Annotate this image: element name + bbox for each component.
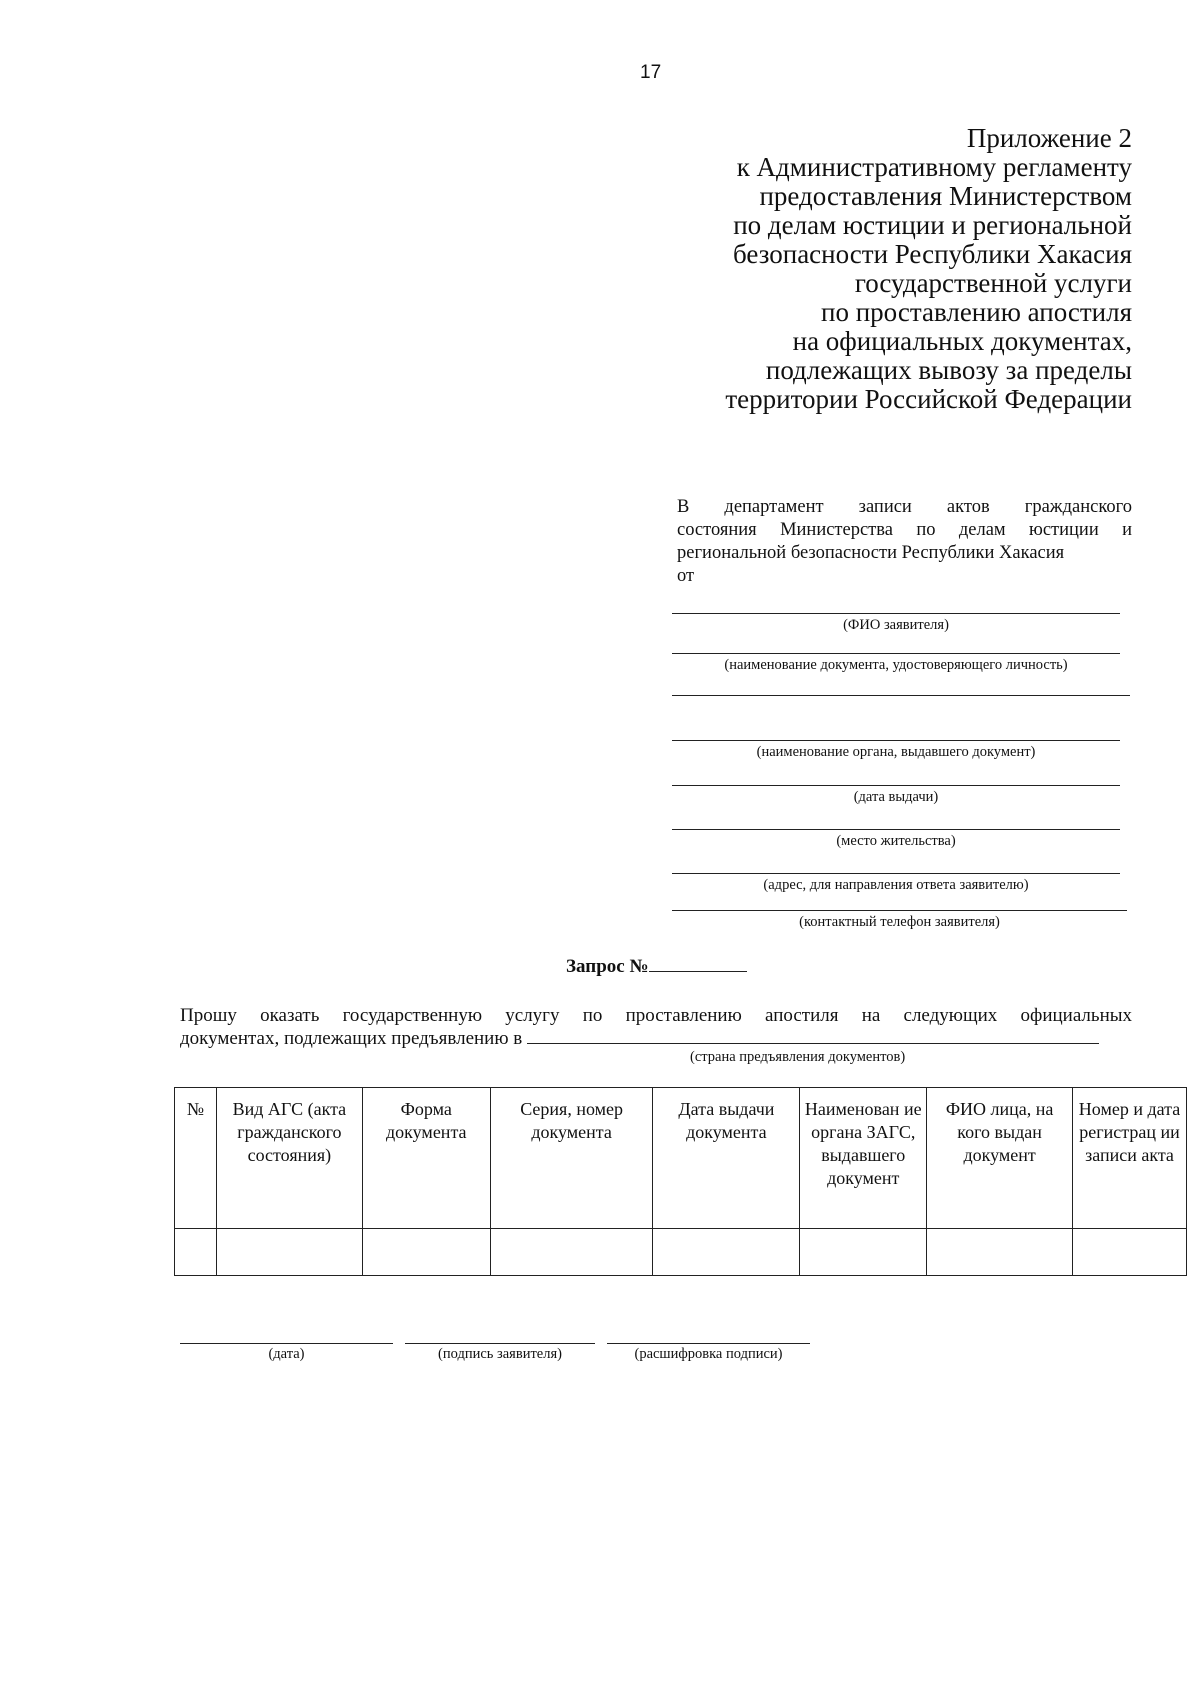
table-header-row	[175, 1088, 1187, 1229]
date-signature-field[interactable]	[180, 1343, 393, 1363]
request-number-field[interactable]	[649, 955, 747, 972]
appendix-line: по проставлению апостиля	[821, 297, 1132, 327]
column-header-person: ФИО лица, на кого выдан документ	[927, 1088, 1073, 1229]
fio-field[interactable]	[672, 613, 1120, 634]
appendix-line: к Административному регламенту	[736, 152, 1132, 182]
addressee-line: В департамент записи актов гражданского	[677, 497, 1132, 517]
request-text	[180, 1004, 1132, 1050]
table-cell[interactable]	[800, 1229, 927, 1276]
column-header-registry-office: Наименован ие органа ЗАГС, выдавшего документ	[800, 1088, 927, 1229]
residence-input-line[interactable]	[672, 829, 1120, 830]
issue-date-caption: (дата выдачи)	[853, 789, 939, 805]
column-header-record: Номер и дата регистрац ии записи акта	[1073, 1088, 1187, 1229]
addressee-line: состояния Министерства по делам юстиции и	[677, 520, 1132, 540]
country-caption: (страна предъявления документов)	[690, 1049, 906, 1065]
postal-address-field[interactable]	[672, 873, 1120, 894]
issuer-field[interactable]	[672, 740, 1120, 761]
signature-decoding-field[interactable]	[607, 1343, 810, 1363]
appendix-line: по делам юстиции и региональной	[733, 210, 1132, 240]
column-header-issue-date: Дата выдачи документа	[653, 1088, 800, 1229]
id-document-extra-input-line[interactable]	[672, 695, 1130, 696]
date-caption: (дата)	[268, 1346, 305, 1362]
table-row	[175, 1229, 1187, 1276]
issue-date-input-line[interactable]	[672, 785, 1120, 786]
decoding-caption: (расшифровка подписи)	[634, 1346, 783, 1362]
table-cell[interactable]	[927, 1229, 1073, 1276]
appendix-line: подлежащих вывозу за пределы	[765, 355, 1132, 385]
page-number: 17	[640, 62, 662, 83]
fio-input-line[interactable]	[672, 613, 1120, 614]
request-text-line: Прошу оказать государственную услугу по проставлению апостиля на следующих официальных	[180, 1005, 1132, 1026]
appendix-line: Приложение 2	[966, 123, 1132, 153]
column-header-series: Серия, номер документа	[490, 1088, 653, 1229]
documents-table	[174, 1087, 1187, 1276]
id-document-field[interactable]	[672, 653, 1120, 674]
appendix-line: на официальных документах,	[792, 326, 1132, 356]
signature-caption: (подпись заявителя)	[438, 1346, 562, 1362]
table-cell[interactable]	[490, 1229, 653, 1276]
phone-input-line[interactable]	[672, 910, 1127, 911]
request-text-line: документах, подлежащих предъявлению в	[180, 1028, 523, 1049]
table-cell[interactable]	[362, 1229, 490, 1276]
id-document-input-line[interactable]	[672, 653, 1120, 654]
request-title-text: Запрос №	[566, 956, 649, 977]
postal-address-caption: (адрес, для направления ответа заявителю)	[763, 877, 1029, 893]
residence-caption: (место жительства)	[836, 833, 956, 849]
country-field[interactable]	[527, 1029, 1099, 1044]
signature-input-line[interactable]	[405, 1343, 595, 1344]
addressee-line: региональной безопасности Республики Хакасия	[677, 543, 1065, 563]
decoding-input-line[interactable]	[607, 1343, 810, 1344]
issuer-input-line[interactable]	[672, 740, 1120, 741]
appendix-line: государственной услуги	[854, 268, 1132, 298]
column-header-number: №	[175, 1088, 217, 1229]
column-header-form: Форма документа	[362, 1088, 490, 1229]
addressee-line: от	[677, 566, 695, 586]
issue-date-field[interactable]	[672, 785, 1120, 806]
id-document-extra-field[interactable]	[672, 695, 1130, 696]
request-title	[566, 955, 747, 978]
table-cell[interactable]	[653, 1229, 800, 1276]
appendix-line: территории Российской Федерации	[725, 384, 1132, 414]
id-document-caption: (наименование документа, удостоверяющего личность)	[724, 657, 1068, 673]
appendix-line: предоставления Министерством	[759, 181, 1132, 211]
fio-caption: (ФИО заявителя)	[843, 617, 949, 633]
residence-field[interactable]	[672, 829, 1120, 850]
phone-caption: (контактный телефон заявителя)	[799, 914, 1000, 930]
table-cell[interactable]	[1073, 1229, 1187, 1276]
appendix-header	[640, 124, 1132, 414]
column-header-act-type: Вид АГС (акта гражданского состояния)	[216, 1088, 362, 1229]
table-cell[interactable]	[216, 1229, 362, 1276]
appendix-line: безопасности Республики Хакасия	[733, 239, 1132, 269]
request-text-line-2	[180, 1027, 1132, 1050]
date-input-line[interactable]	[180, 1343, 393, 1344]
applicant-signature-field[interactable]	[405, 1343, 595, 1363]
addressee-block	[677, 496, 1132, 588]
postal-address-input-line[interactable]	[672, 873, 1120, 874]
phone-field[interactable]	[672, 910, 1127, 931]
table-cell[interactable]	[175, 1229, 217, 1276]
issuer-caption: (наименование органа, выдавшего документ)	[756, 744, 1036, 760]
